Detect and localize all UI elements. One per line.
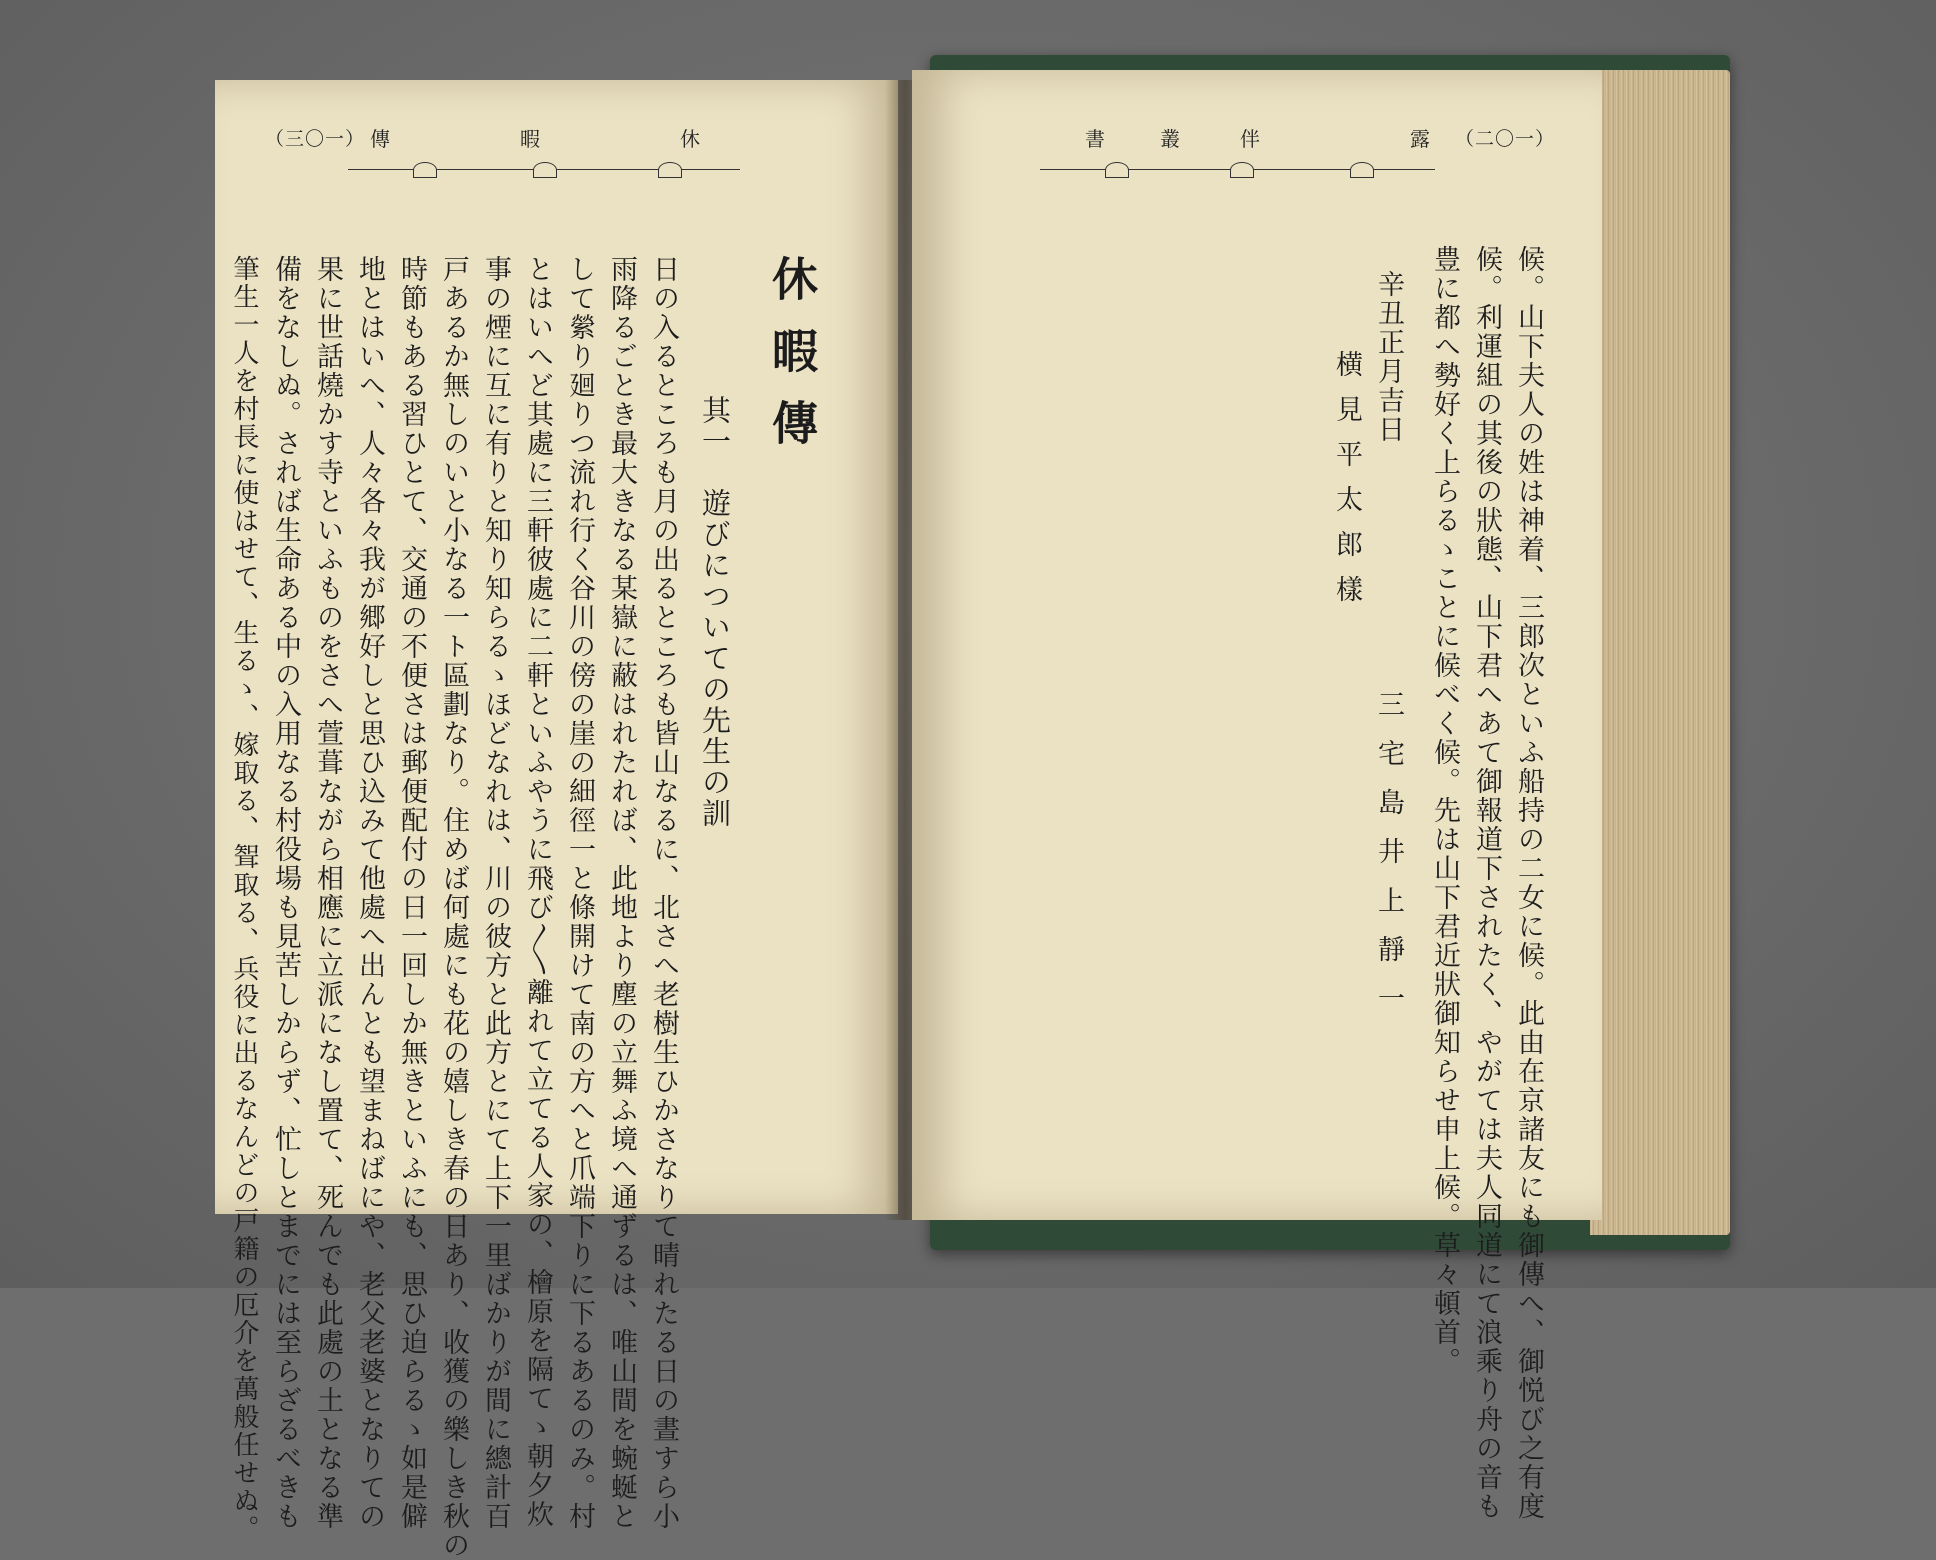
running-head-char: 叢 [1160,126,1180,151]
article-title: 休暇傳 [765,255,819,471]
body-line: 果に世話燒かす寺といふものをさへ萱葺ながら相應に立派になし置て、死んでも此處の土となる準 [312,255,343,1531]
right-running-head-3 [1160,117,1180,157]
body-line: 地とはいへ、人々各々我が郷好しと思ひ込みて他處へ出んとも望まねばにや、老父老婆となりての [354,255,385,1531]
page-edges [1590,70,1730,1235]
left-page-number-text: （三〇一） [265,127,366,150]
body-line: 時節もある習ひとて、交通の不便さは郵便配付の日一回しか無きといふにも、思ひ迫らるゝ如是僻 [396,255,427,1531]
running-head-char: 暇 [520,126,540,151]
right-page-number [1455,117,1555,157]
letter-sender: 三宅島井上靜一 [1373,690,1404,1033]
body-line: 日の入るところも月の出るところも皆山なるに、北さへ老樹生ひかさなりて晴れたる日の晝すら小 [648,255,679,1531]
article-subtitle: 其一 遊びについての先生の訓 [698,395,732,829]
letter-recipient: 横見平太郎樣 [1331,350,1362,620]
right-running-head-1 [1410,117,1430,157]
body-line: 戸あるか無しのいと小なる一ト區劃なり。住めば何處にも花の嬉しき春の日あり、收獲の樂しき秋の [438,255,469,1560]
body-line: とはいへど其處に三軒彼處に二軒といふやうに飛び〳〵離れて立てる人家の、檜原を隔てゝ朝夕炊 [522,255,553,1529]
body-line: 雨降るごとき最大きなる某嶽に蔽はれたれば、此地より塵の立舞ふ境へ通ずるは、唯山間を蜿蜒と [606,255,637,1531]
running-head-char: 露 [1410,126,1430,151]
right-page-number-text: （二〇一） [1455,127,1556,150]
letter-date: 辛丑正月吉日 [1373,270,1404,444]
letter-line: 候。利運組の其後の狀態、山下君へあて御報道下されたく、やがては夫人同道にて浪乘り舟の音も [1471,245,1502,1521]
letter-line: 豊に都へ勢好く上らるゝことに候べく候。先は山下君近狀御知らせ申上候。草々頓首。 [1429,245,1460,1376]
body-line: 備をなしぬ。されば生命ある中の入用なる村役場も見苦しからず、忙しとまでには至らざるべきも [270,255,301,1531]
letter-line: 候。山下夫人の姓は神着、三郎次といふ船持の二女に候。此由在京諸友にも御傳へ、御悦び之有度 [1513,245,1544,1521]
body-line: 事の煙に互に有りと知り知らるゝほどなれは、川の彼方と此方とにて上下一里ばかりが間に總計百 [480,255,511,1531]
left-page-number [265,117,365,157]
left-running-head-2 [520,117,540,157]
running-head-char: 傳 [370,126,390,151]
right-header-rule [1040,160,1435,180]
running-head-char: 書 [1085,126,1105,151]
body-line: して縈り廻りつ流れ行く谷川の傍の崖の細徑一と條開けて南の方へと爪端下りに下るあるのみ。村 [564,255,595,1531]
left-running-head-3 [680,117,700,157]
left-running-head-1 [370,117,390,157]
left-header-rule [348,160,740,180]
right-running-head-4 [1085,117,1105,157]
body-line: 筆生一人を村長に使はせて、生るゝ、嫁取る、聟取る、兵役に出るなんどの戸籍の厄介を萬般任せぬ。 [229,255,259,1543]
right-running-head-2 [1240,117,1260,157]
running-head-char: 休 [680,126,700,151]
running-head-char: 伴 [1240,126,1260,151]
